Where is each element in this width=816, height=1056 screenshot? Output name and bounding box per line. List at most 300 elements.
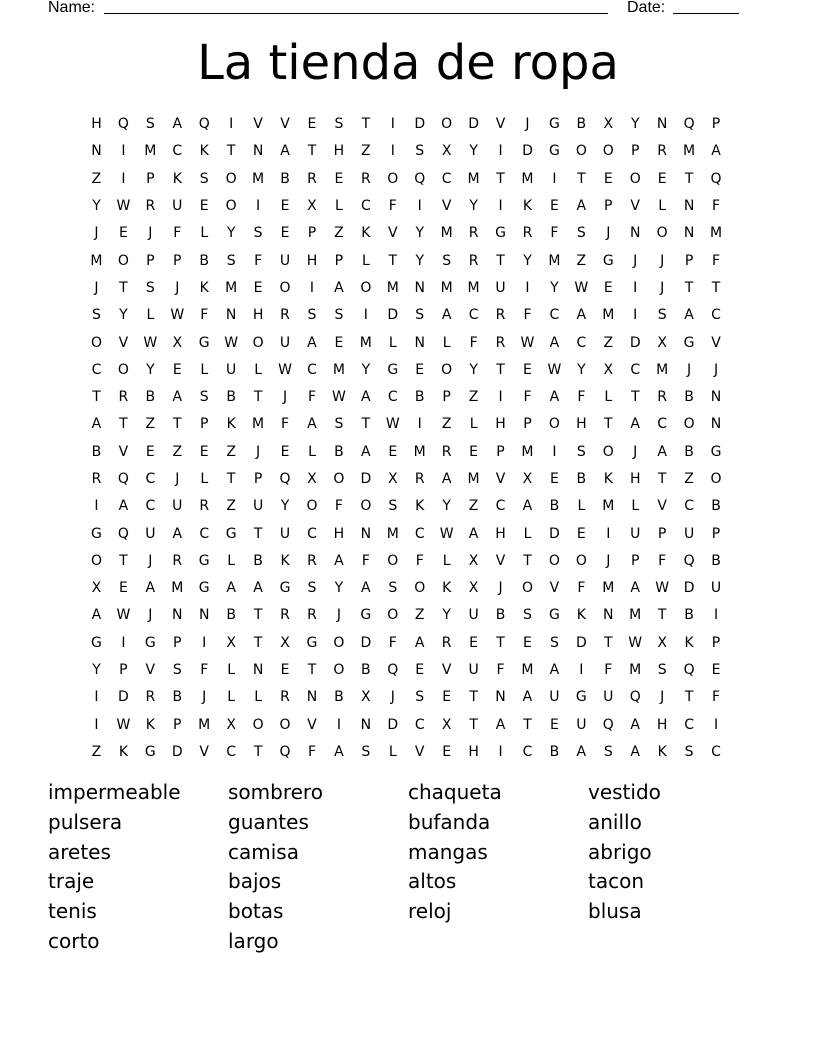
grid-letter: F — [469, 334, 478, 351]
word-item: bajos — [228, 869, 282, 894]
grid-letter: Y — [415, 252, 424, 269]
grid-letter: N — [252, 662, 264, 679]
grid-letter: P — [173, 716, 182, 733]
grid-letter: M — [467, 170, 480, 187]
grid-letter: U — [630, 525, 641, 542]
grid-letter: I — [94, 716, 99, 733]
grid-letter: R — [307, 607, 317, 624]
grid-letter: A — [468, 525, 479, 542]
grid-letter: S — [388, 498, 398, 515]
grid-letter: R — [441, 443, 452, 460]
grid-row — [83, 684, 733, 711]
grid-letter: J — [202, 689, 207, 706]
grid-letter: I — [121, 170, 126, 187]
grid-letter: C — [549, 307, 560, 324]
grid-letter: A — [172, 116, 183, 133]
grid-letter: J — [175, 279, 180, 296]
grid-letter: W — [331, 389, 346, 406]
grid-letter: Y — [415, 225, 424, 242]
word-item: tacon — [588, 869, 645, 894]
grid-letter: P — [199, 416, 209, 433]
grid-letter: R — [468, 252, 479, 269]
grid-letter: T — [604, 634, 613, 651]
grid-letter: T — [253, 607, 263, 624]
grid-letter: A — [576, 198, 587, 215]
grid-letter: M — [656, 361, 669, 378]
grid-letter: U — [172, 498, 183, 515]
grid-letter: Y — [92, 198, 101, 215]
grid-letter: X — [361, 689, 371, 706]
grid-letter: Q — [198, 116, 210, 133]
grid-letter: O — [333, 662, 345, 679]
grid-letter: Y — [630, 116, 640, 133]
grid-letter: M — [198, 716, 211, 733]
grid-letter: O — [521, 580, 533, 597]
grid-letter: N — [495, 689, 506, 706]
grid-letter: P — [173, 252, 182, 269]
grid-letter: T — [361, 416, 371, 433]
grid-letter: U — [279, 252, 291, 269]
grid-letter: K — [118, 743, 128, 760]
grid-letter: G — [279, 580, 291, 597]
grid-letter: P — [711, 116, 721, 133]
grid-letter: B — [91, 443, 102, 460]
grid-letter: T — [577, 170, 586, 187]
grid-letter: P — [334, 252, 344, 269]
grid-letter: M — [602, 498, 615, 515]
grid-letter: G — [548, 116, 560, 133]
grid-row — [83, 275, 733, 302]
grid-letter: F — [523, 307, 532, 324]
grid-letter: H — [576, 416, 587, 433]
grid-letter: J — [282, 389, 288, 406]
word-item: aretes — [48, 839, 111, 864]
grid-letter: K — [172, 170, 182, 187]
grid-row — [83, 357, 733, 384]
grid-row — [83, 193, 733, 220]
grid-letter: O — [360, 279, 372, 296]
grid-letter: M — [548, 252, 561, 269]
grid-letter: T — [604, 416, 613, 433]
word-item: mangas — [408, 839, 488, 864]
word-column — [588, 778, 768, 957]
grid-letter: R — [657, 389, 668, 406]
grid-letter: R — [468, 225, 479, 242]
grid-letter: V — [118, 443, 129, 460]
grid-letter: Z — [684, 471, 694, 487]
grid-letter: B — [576, 116, 587, 133]
grid-letter: X — [468, 552, 479, 569]
grid-letter: B — [414, 389, 425, 406]
grid-letter: O — [629, 170, 641, 187]
grid-letter: O — [117, 361, 129, 378]
word-item: chaqueta — [408, 780, 502, 804]
word-item: tenis — [48, 899, 97, 924]
grid-letter: P — [496, 443, 505, 460]
grid-letter: M — [521, 170, 534, 187]
grid-letter: H — [495, 416, 506, 433]
grid-letter: O — [387, 607, 399, 624]
grid-letter: G — [683, 334, 695, 351]
grid-letter: G — [548, 143, 560, 160]
word-item: abrigo — [588, 839, 652, 864]
grid-letter: G — [91, 525, 102, 542]
grid-letter: T — [469, 689, 478, 706]
grid-letter: C — [576, 334, 587, 351]
grid-letter: O — [360, 498, 372, 515]
grid-letter: L — [388, 334, 397, 351]
grid-letter: X — [603, 361, 614, 378]
grid-letter: U — [172, 198, 183, 215]
grid-letter: K — [576, 607, 586, 624]
grid-letter: G — [198, 334, 210, 351]
grid-letter: U — [495, 279, 506, 296]
grid-letter: I — [579, 662, 584, 679]
grid-letter: R — [441, 634, 452, 651]
grid-letter: G — [144, 743, 156, 760]
grid-letter: L — [335, 198, 343, 215]
grid-letter: M — [225, 279, 238, 296]
grid-letter: L — [361, 252, 370, 269]
grid-letter: F — [577, 580, 586, 597]
grid-letter: F — [712, 198, 721, 215]
grid-letter: J — [148, 607, 153, 624]
grid-letter: F — [173, 225, 182, 242]
name-label: Name: — [48, 0, 96, 16]
grid-letter: V — [657, 498, 667, 515]
word-item: botas — [228, 899, 284, 924]
grid-letter: I — [498, 198, 503, 215]
grid-letter: D — [468, 116, 479, 133]
grid-letter: T — [173, 416, 182, 433]
grid-letter: T — [388, 252, 398, 269]
grid-letter: K — [226, 416, 236, 433]
grid-letter: J — [660, 689, 665, 706]
grid-letter: I — [336, 716, 341, 733]
grid-letter: L — [200, 225, 209, 242]
grid-letter: P — [253, 471, 263, 487]
grid-letter: O — [602, 143, 614, 160]
grid-letter: W — [439, 525, 454, 542]
grid-letter: A — [549, 662, 560, 679]
grid-letter: J — [390, 689, 395, 706]
letter-grid — [83, 111, 733, 766]
grid-letter: I — [390, 116, 395, 133]
grid-letter: S — [657, 307, 667, 324]
grid-letter: Z — [603, 334, 614, 351]
grid-letter: J — [148, 552, 153, 569]
grid-letter: R — [495, 307, 506, 324]
grid-letter: G — [360, 607, 372, 624]
grid-letter: J — [633, 443, 638, 460]
grid-letter: Y — [577, 361, 586, 378]
grid-letter: C — [307, 361, 317, 378]
grid-letter: J — [660, 252, 665, 269]
grid-letter: Z — [91, 743, 102, 760]
grid-letter: Y — [119, 307, 128, 324]
word-item: altos — [408, 869, 457, 894]
grid-letter: V — [711, 334, 721, 351]
grid-letter: R — [199, 498, 210, 515]
grid-letter: Q — [279, 743, 291, 760]
grid-letter: L — [442, 334, 451, 351]
grid-letter: T — [253, 743, 263, 760]
grid-letter: U — [279, 525, 291, 542]
grid-letter: C — [495, 498, 506, 515]
grid-letter: X — [91, 580, 102, 597]
grid-letter: T — [226, 471, 236, 487]
grid-letter: N — [306, 689, 318, 706]
grid-letter: D — [629, 334, 641, 351]
grid-letter: U — [226, 361, 237, 378]
grid-letter: K — [603, 471, 613, 487]
grid-letter: T — [496, 252, 505, 269]
word-item: corto — [48, 928, 100, 953]
grid-letter: E — [118, 225, 128, 242]
grid-letter: N — [629, 225, 641, 242]
grid-letter: D — [171, 743, 183, 760]
grid-letter: T — [226, 143, 236, 160]
grid-letter: L — [200, 471, 209, 487]
grid-letter: L — [442, 552, 451, 569]
grid-letter: R — [91, 471, 102, 487]
grid-letter: S — [442, 252, 452, 269]
grid-letter: A — [549, 389, 560, 406]
grid-letter: F — [254, 252, 263, 269]
grid-letter: S — [307, 580, 317, 597]
grid-letter: A — [118, 498, 129, 515]
grid-letter: T — [523, 716, 532, 733]
grid-letter: R — [360, 170, 371, 187]
grid-letter: E — [549, 716, 559, 733]
grid-letter: F — [388, 198, 397, 215]
grid-letter: E — [388, 443, 398, 460]
grid-letter: V — [495, 471, 506, 487]
grid-letter: M — [90, 252, 103, 269]
grid-letter: T — [307, 143, 317, 160]
grid-letter: D — [683, 580, 695, 597]
grid-letter: M — [629, 662, 642, 679]
grid-letter: P — [442, 389, 451, 406]
grid-letter: V — [145, 662, 156, 679]
grid-letter: Y — [550, 279, 559, 296]
grid-letter: N — [225, 307, 237, 324]
grid-letter: A — [630, 416, 640, 433]
grid-letter: E — [307, 116, 317, 133]
grid-letter: C — [630, 361, 641, 378]
grid-letter: M — [144, 143, 157, 160]
grid-letter: C — [387, 389, 398, 406]
grid-letter: F — [523, 389, 532, 406]
word-item: reloj — [408, 899, 452, 924]
grid-letter: Z — [334, 225, 344, 242]
grid-letter: J — [606, 225, 611, 242]
grid-letter: D — [387, 307, 399, 324]
grid-letter: O — [387, 170, 399, 187]
grid-letter: A — [226, 580, 236, 597]
grid-letter: M — [467, 279, 480, 296]
grid-letter: N — [91, 143, 102, 160]
grid-letter: C — [684, 498, 694, 515]
grid-row — [83, 520, 733, 547]
grid-letter: B — [361, 662, 371, 679]
grid-letter: I — [256, 198, 261, 215]
grid-letter: O — [575, 143, 587, 160]
grid-letter: R — [172, 552, 183, 569]
grid-letter: W — [143, 334, 158, 351]
grid-letter: F — [361, 552, 370, 569]
grid-letter: S — [523, 607, 532, 624]
grid-letter: N — [683, 225, 695, 242]
grid-letter: L — [254, 689, 262, 706]
grid-letter: U — [683, 525, 695, 542]
word-column — [228, 778, 408, 957]
grid-letter: K — [657, 743, 667, 760]
grid-letter: F — [200, 662, 209, 679]
grid-letter: U — [468, 662, 479, 679]
grid-letter: O — [683, 416, 695, 433]
grid-row — [83, 548, 733, 575]
grid-letter: T — [496, 634, 505, 651]
grid-letter: O — [252, 334, 264, 351]
grid-letter: S — [415, 307, 425, 324]
grid-letter: B — [684, 443, 694, 460]
grid-letter: W — [116, 716, 131, 733]
grid-letter: X — [172, 334, 183, 351]
grid-letter: Q — [683, 662, 695, 679]
grid-letter: L — [200, 361, 209, 378]
grid-letter: A — [711, 143, 721, 160]
grid-letter: R — [145, 198, 156, 215]
grid-letter: E — [199, 443, 209, 460]
grid-letter: B — [172, 689, 183, 706]
word-item: vestido — [588, 780, 661, 804]
grid-letter: N — [683, 198, 695, 215]
grid-letter: T — [657, 607, 667, 624]
grid-letter: L — [227, 552, 236, 569]
grid-letter: G — [91, 634, 102, 651]
grid-letter: E — [469, 443, 479, 460]
grid-letter: B — [495, 607, 506, 624]
grid-letter: R — [280, 689, 290, 706]
grid-letter: A — [253, 580, 263, 597]
grid-letter: V — [441, 198, 452, 215]
grid-letter: V — [387, 225, 398, 242]
grid-letter: A — [630, 743, 640, 760]
grid-letter: Y — [226, 225, 236, 242]
grid-letter: S — [549, 634, 559, 651]
grid-letter: S — [172, 662, 182, 679]
grid-letter: Y — [523, 252, 532, 269]
grid-letter: P — [630, 143, 640, 160]
grid-letter: O — [225, 198, 237, 215]
grid-letter: E — [549, 471, 559, 487]
grid-letter: A — [657, 443, 667, 460]
grid-letter: N — [710, 416, 722, 433]
grid-letter: D — [575, 634, 587, 651]
grid-letter: H — [468, 743, 479, 760]
word-item: anillo — [588, 809, 642, 834]
grid-letter: D — [387, 716, 399, 733]
grid-letter: M — [602, 580, 615, 597]
grid-letter: U — [603, 689, 614, 706]
grid-letter: N — [414, 279, 425, 296]
grid-letter: T — [711, 279, 721, 296]
grid-row — [83, 739, 733, 766]
grid-letter: G — [548, 607, 560, 624]
grid-letter: C — [522, 743, 533, 760]
grid-row — [83, 166, 733, 193]
grid-letter: O — [306, 498, 318, 515]
grid-letter: T — [119, 279, 128, 296]
grid-letter: X — [226, 716, 236, 733]
grid-letter: F — [334, 498, 343, 515]
grid-letter: L — [469, 416, 478, 433]
grid-letter: Q — [710, 170, 722, 187]
word-item: largo — [228, 928, 279, 953]
grid-letter: G — [575, 689, 587, 706]
grid-letter: T — [361, 116, 371, 133]
grid-letter: T — [119, 416, 128, 433]
grid-letter: A — [576, 743, 587, 760]
grid-letter: A — [630, 716, 640, 733]
grid-letter: V — [441, 662, 452, 679]
grid-letter: G — [225, 525, 237, 542]
grid-letter: M — [171, 580, 184, 597]
grid-letter: A — [414, 634, 425, 651]
grid-letter: C — [441, 170, 452, 187]
grid-letter: O — [414, 580, 426, 597]
grid-letter: Q — [117, 525, 129, 542]
grid-letter: E — [523, 361, 532, 378]
grid-letter: N — [252, 143, 264, 160]
grid-row — [83, 220, 733, 247]
grid-row — [83, 439, 733, 466]
grid-letter: S — [415, 689, 425, 706]
grid-letter: P — [307, 225, 317, 242]
grid-letter: I — [498, 143, 503, 160]
grid-letter: F — [496, 662, 505, 679]
grid-letter: O — [252, 716, 264, 733]
grid-letter: Q — [117, 116, 129, 133]
grid-letter: Z — [468, 498, 479, 515]
grid-letter: H — [629, 471, 641, 487]
grid-letter: E — [442, 743, 452, 760]
grid-letter: X — [468, 580, 479, 597]
grid-letter: O — [90, 334, 102, 351]
grid-letter: V — [630, 198, 640, 215]
grid-letter: U — [576, 716, 587, 733]
grid-letter: X — [307, 471, 317, 487]
grid-letter: S — [603, 743, 613, 760]
grid-letter: E — [415, 361, 425, 378]
grid-letter: Q — [683, 116, 695, 133]
grid-letter: V — [253, 116, 263, 133]
grid-letter: W — [170, 307, 185, 324]
grid-letter: D — [360, 471, 372, 487]
grid-letter: T — [253, 525, 263, 542]
grid-letter: D — [522, 143, 533, 160]
grid-letter: K — [415, 498, 425, 515]
grid-letter: Y — [442, 498, 451, 515]
grid-letter: V — [280, 116, 290, 133]
grid-letter: A — [91, 607, 102, 624]
grid-letter: C — [711, 743, 721, 760]
grid-letter: J — [336, 607, 341, 624]
grid-letter: F — [307, 743, 316, 760]
grid-letter: Y — [334, 580, 344, 597]
grid-letter: B — [334, 443, 344, 460]
